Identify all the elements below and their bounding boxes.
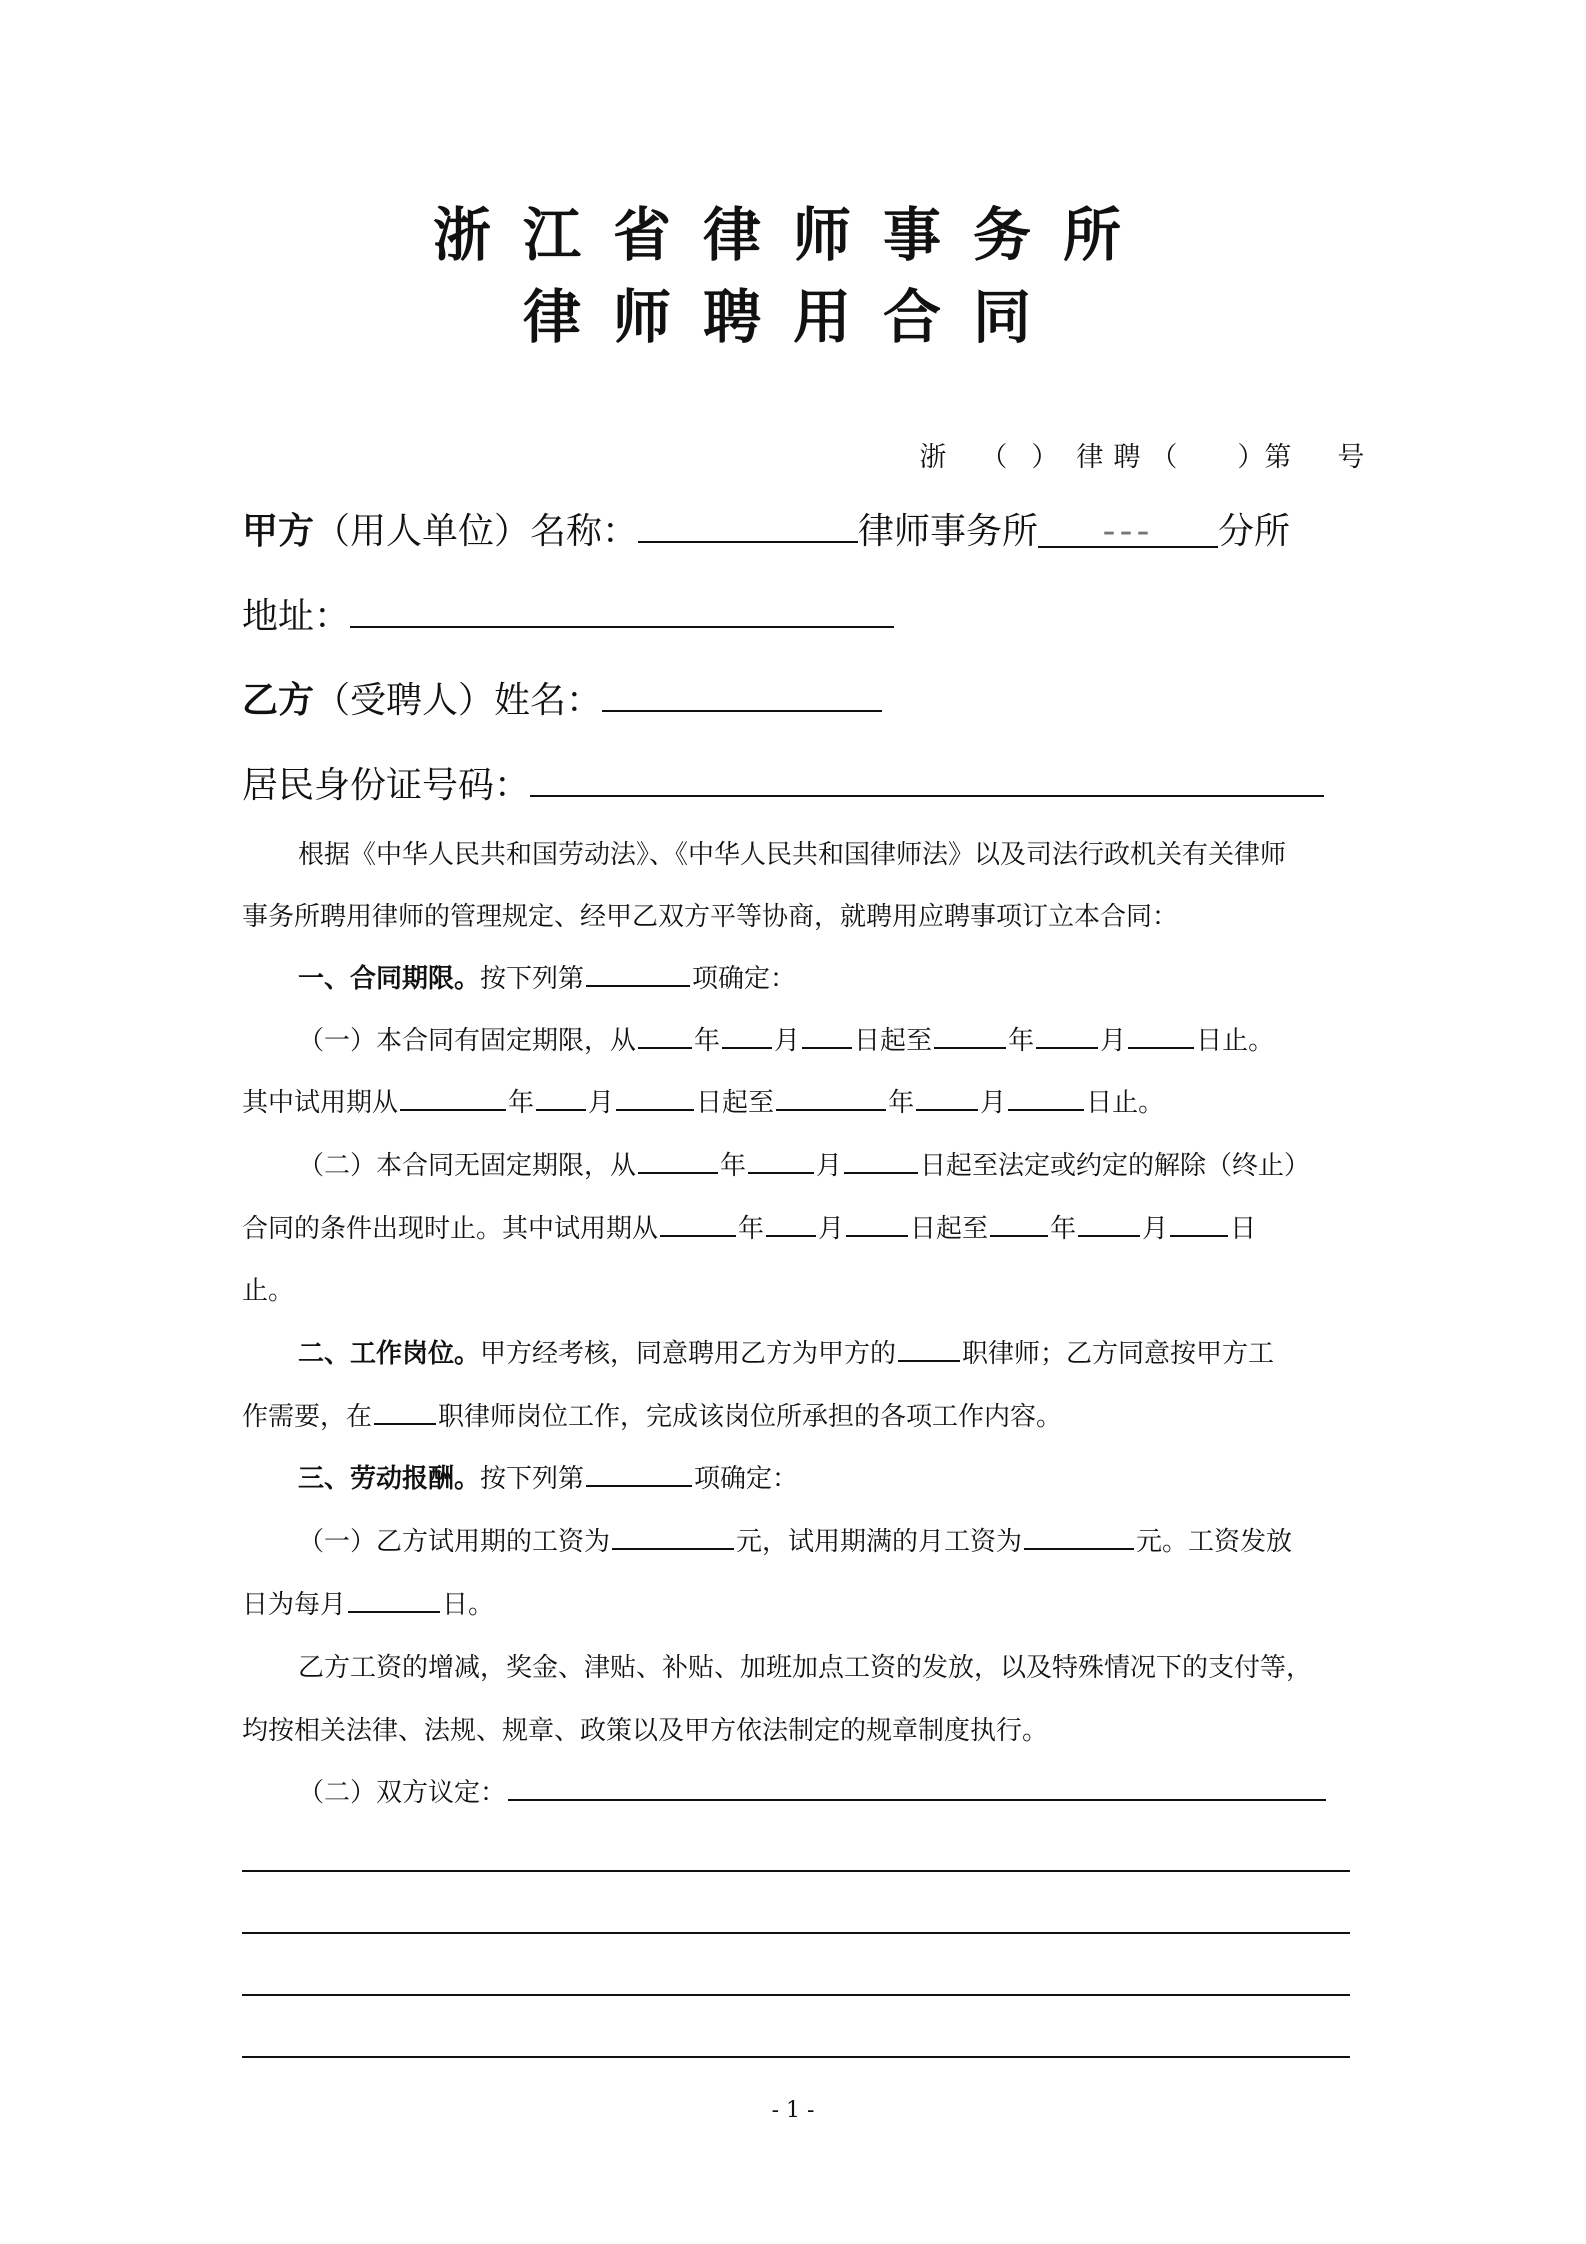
party-a-name-blank[interactable] — [638, 503, 858, 543]
blank-line[interactable] — [242, 1994, 1350, 1996]
section-3-heading-line: 三、劳动报酬。按下列第 项确定： — [298, 1458, 798, 1495]
blank[interactable] — [846, 1209, 908, 1237]
position-level-blank[interactable] — [898, 1334, 960, 1362]
blank[interactable] — [1128, 1021, 1194, 1049]
blank[interactable] — [660, 1209, 736, 1237]
blank[interactable] — [722, 1021, 772, 1049]
title-line-2: 律师聘用合同 — [522, 283, 1063, 351]
page-number: - 1 - — [771, 2098, 815, 2123]
section-1-item-1-line-1: （一）本合同有固定期限，从 年 月 日起至 年 月 日止。 — [298, 1020, 1274, 1057]
blank[interactable] — [990, 1209, 1048, 1237]
blank[interactable] — [1008, 1083, 1084, 1111]
party-a-branch-blank[interactable]: --- — [1038, 508, 1218, 548]
document-number: 浙 （ ） 律聘（ ）第 号 — [919, 442, 1365, 473]
blank[interactable] — [638, 1146, 718, 1174]
payday-blank[interactable] — [348, 1585, 440, 1613]
party-a-field: 甲方（用人单位）名称： 律师事务所 --- 分所 — [242, 503, 1290, 556]
section-1-item-2-line-1: （二）本合同无固定期限，从 年 月 日起至法定或约定的解除（终止） — [298, 1145, 1310, 1182]
address-field: 地址： — [242, 588, 894, 641]
agreed-terms-blank[interactable] — [508, 1773, 1326, 1801]
blank[interactable] — [802, 1021, 852, 1049]
section-3-choice-blank[interactable] — [586, 1459, 692, 1487]
blank-line[interactable] — [242, 1870, 1350, 1872]
intro-line-1: 根据《中华人民共和国劳动法》、《中华人民共和国律师法》以及司法行政机关有关律师 — [298, 840, 1287, 870]
blank-line[interactable] — [242, 1932, 1350, 1934]
blank[interactable] — [616, 1083, 694, 1111]
blank[interactable] — [766, 1209, 816, 1237]
section-2-line-1: 二、工作岗位。甲方经考核，同意聘用乙方为甲方的 职律师；乙方同意按甲方工 — [298, 1333, 1274, 1370]
blank[interactable] — [1036, 1021, 1098, 1049]
post-level-blank[interactable] — [374, 1397, 436, 1425]
section-1-item-2-line-2: 合同的条件出现时止。其中试用期从 年 月 日起至 年 月 日 — [242, 1208, 1256, 1245]
blank-line[interactable] — [242, 2056, 1350, 2058]
section-3-item-1-line-1: （一）乙方试用期的工资为 元，试用期满的月工资为 元。工资发放 — [298, 1521, 1292, 1558]
section-1-heading-line: 一、合同期限。按下列第 项确定： — [298, 958, 796, 995]
section-1-item-2-line-3: 止。 — [242, 1276, 295, 1306]
blank[interactable] — [748, 1146, 814, 1174]
blank[interactable] — [1170, 1209, 1228, 1237]
id-number-blank[interactable] — [530, 757, 1324, 797]
section-3-item-1-line-2: 日为每月 日。 — [242, 1584, 494, 1621]
address-blank[interactable] — [350, 588, 894, 628]
monthly-salary-blank[interactable] — [1024, 1522, 1134, 1550]
blank[interactable] — [916, 1083, 978, 1111]
intro-line-2: 事务所聘用律师的管理规定、经甲乙双方平等协商，就聘用应聘事项订立本合同： — [242, 902, 1179, 932]
section-1-choice-blank[interactable] — [586, 959, 690, 987]
blank[interactable] — [776, 1083, 886, 1111]
blank[interactable] — [536, 1083, 586, 1111]
section-3-item-2-line: （二）双方议定： — [298, 1772, 1328, 1809]
section-3-para-2-line-2: 均按相关法律、法规、规章、政策以及甲方依法制定的规章制度执行。 — [242, 1716, 1049, 1746]
party-b-name-blank[interactable] — [602, 672, 882, 712]
blank[interactable] — [400, 1083, 506, 1111]
probation-salary-blank[interactable] — [612, 1522, 734, 1550]
id-number-field: 居民身份证号码： — [242, 757, 1324, 810]
blank[interactable] — [844, 1146, 918, 1174]
blank[interactable] — [1078, 1209, 1140, 1237]
blank[interactable] — [638, 1021, 692, 1049]
section-1-item-1-line-2: 其中试用期从 年 月 日起至 年 月 日止。 — [242, 1082, 1164, 1119]
title-line-1: 浙江省律师事务所 — [432, 201, 1153, 269]
section-3-para-2-line-1: 乙方工资的增减，奖金、津贴、补贴、加班加点工资的发放，以及特殊情况下的支付等， — [298, 1653, 1313, 1683]
party-b-field: 乙方（受聘人）姓名： — [242, 672, 882, 725]
section-2-line-2: 作需要，在 职律师岗位工作，完成该岗位所承担的各项工作内容。 — [242, 1396, 1062, 1433]
blank[interactable] — [934, 1021, 1006, 1049]
